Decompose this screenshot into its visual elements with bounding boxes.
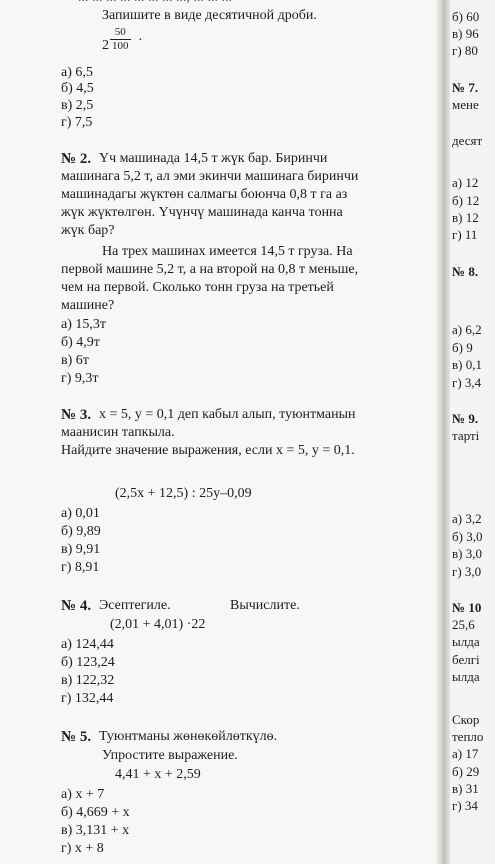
right-q7-option-d: г) 11	[452, 227, 478, 242]
q5-number: № 5.	[61, 729, 92, 745]
right-q8-option-b: б) 9	[452, 340, 473, 355]
right-q10-line-1: 25,6	[452, 617, 475, 632]
q1-numerator: 50	[110, 26, 131, 40]
q3-ru-line: Найдите значение выражения, если x = 5, y = 0,1.	[61, 443, 355, 458]
q3-option-c: в) 9,91	[61, 542, 101, 557]
q2-number: № 2.	[61, 151, 92, 167]
q2-kg-line-4: жүк жүктөлгөн. Үчүнчү машинада канча тонна	[61, 205, 343, 220]
right-q7-line-1: мене	[452, 97, 479, 112]
q4-kg: Эсептегиле.	[99, 598, 171, 613]
q2-ru-line-3: чем на первой. Сколько тонн груза на третьей	[61, 280, 334, 295]
right-q7-option-a: а) 12	[452, 175, 479, 190]
q1-denominator: 100	[112, 40, 129, 52]
right-q9-line-1: тарті	[452, 428, 480, 443]
right-q7-option-c: в) 12	[452, 210, 479, 225]
q4-option-a: а) 124,44	[61, 637, 114, 652]
right-q9-option-b: б) 3,0	[452, 529, 483, 544]
q1-option-c: в) 2,5	[61, 98, 94, 113]
q4-expression: (2,01 + 4,01) ·22	[110, 617, 206, 632]
q4-number: № 4.	[61, 598, 92, 614]
q4-ru: Вычислите.	[230, 598, 300, 613]
right-q8-option-a: а) 6,2	[452, 322, 482, 337]
right-top-option-b: б) 60	[452, 9, 480, 24]
right-top-option-c: в) 96	[452, 26, 479, 41]
q2-kg-line-1: Үч машинада 14,5 т жүк бар. Биринчи	[99, 151, 328, 166]
q2-ru-line-2: первой машине 5,2 т, а на второй на 0,8 т меньше,	[61, 262, 359, 277]
page-fold-shadow	[436, 0, 450, 864]
right-q10-option-c: в) 31	[452, 781, 479, 796]
right-q7-number: № 7.	[452, 80, 479, 95]
q2-option-c: в) 6т	[61, 353, 89, 368]
right-page-cut	[450, 0, 495, 864]
q1-option-a: а) 6,5	[61, 65, 93, 80]
q2-ru-line-1: На трех машинах имеется 14,5 т груза. На	[102, 244, 353, 259]
right-q10-option-b: б) 29	[452, 764, 480, 779]
q3-kg-line-1: x = 5, y = 0,1 деп кабыл алып, туюнтманын	[99, 407, 356, 422]
right-q8-option-d: г) 3,4	[452, 375, 482, 390]
q4-option-d: г) 132,44	[61, 691, 114, 706]
right-top-option-d: г) 80	[452, 43, 478, 58]
q3-option-a: а) 0,01	[61, 506, 100, 521]
right-q10-line-2: ылда	[452, 634, 480, 649]
q1-cut-top-line	[78, 0, 232, 7]
q3-option-d: г) 8,91	[61, 560, 100, 575]
q5-kg: Туюнтманы жөнөкөйлөткүлө.	[99, 729, 278, 744]
right-q9-option-d: г) 3,0	[452, 564, 482, 579]
q2-option-a: а) 15,3т	[61, 317, 106, 332]
q4-option-c: в) 122,32	[61, 673, 115, 688]
right-q10-line-5: Скор	[452, 712, 480, 727]
q2-kg-line-3: машинадагы жүктөн салмагы боюнча 0,8 т га аз	[61, 187, 348, 202]
q1-option-b: б) 4,5	[61, 81, 94, 96]
q2-kg-line-5: жүк бар?	[61, 223, 115, 238]
q1-option-d: г) 7,5	[61, 115, 93, 130]
right-q7-option-b: б) 12	[452, 193, 480, 208]
right-q9-number: № 9.	[452, 411, 479, 426]
right-q10-line-4: ылда	[452, 669, 480, 684]
q5-expression: 4,41 + x + 2,59	[115, 767, 201, 782]
right-q9-option-c: в) 3,0	[452, 546, 482, 561]
q1-fraction	[110, 26, 131, 53]
q5-option-c: в) 3,131 + x	[61, 823, 130, 838]
q5-option-b: б) 4,669 + x	[61, 805, 130, 820]
right-q10-line-3: белгі	[452, 652, 480, 667]
right-q10-number: № 10	[452, 600, 482, 615]
q2-ru-line-4: машине?	[61, 298, 115, 313]
q4-option-b: б) 123,24	[61, 655, 115, 670]
right-q8-option-c: в) 0,1	[452, 357, 482, 372]
q5-option-a: а) x + 7	[61, 787, 105, 802]
q2-option-b: б) 4,9т	[61, 335, 100, 350]
right-q9-option-a: а) 3,2	[452, 511, 482, 526]
right-q10-line-6: тепло	[452, 729, 484, 744]
q1-instruction: Запишите в виде десятичной дроби.	[102, 8, 317, 23]
q3-kg-line-2: маанисин тапкыла.	[61, 425, 175, 440]
q2-kg-line-2: машинага 5,2 т, ал эми экинчи машинага биринчи	[61, 169, 359, 184]
right-q8-number: № 8.	[452, 264, 479, 279]
q5-option-d: г) x + 8	[61, 841, 104, 856]
q3-option-b: б) 9,89	[61, 524, 101, 539]
right-q10-option-d: г) 34	[452, 798, 478, 813]
q3-number: № 3.	[61, 407, 92, 423]
right-q10-option-a: а) 17	[452, 746, 479, 761]
q1-mixed-whole: 2	[102, 38, 109, 53]
q3-expression: (2,5x + 12,5) : 25y–0,09	[115, 486, 252, 501]
q5-ru: Упростите выражение.	[102, 748, 238, 763]
q2-option-d: г) 9,3т	[61, 371, 99, 386]
right-q7-line-2: десят	[452, 133, 483, 148]
q1-dot: ·	[138, 33, 143, 48]
